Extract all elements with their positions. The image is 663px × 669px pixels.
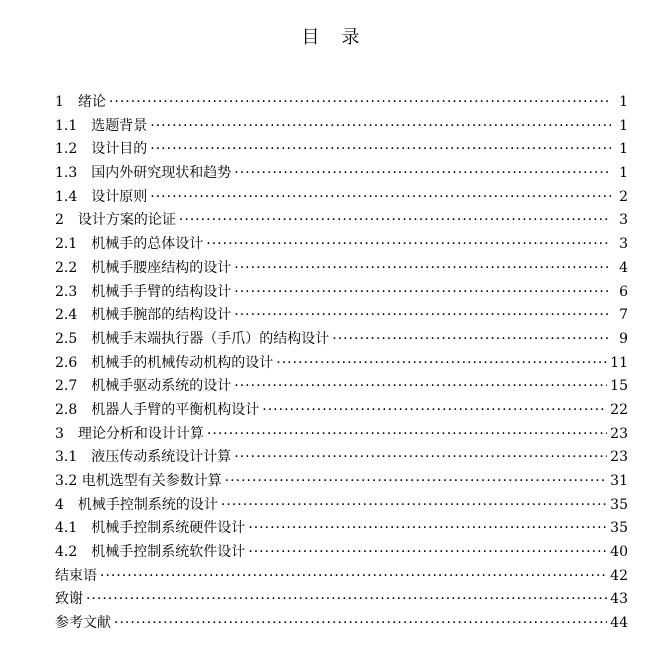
toc-entry-label: 1.1 选题背景	[55, 117, 148, 134]
dot-leader	[248, 517, 607, 541]
toc-entry[interactable]	[55, 517, 628, 541]
dot-leader	[262, 399, 607, 423]
toc-entry-page: 1	[619, 141, 628, 158]
toc-entry-page: 31	[610, 473, 628, 489]
toc-entry-page: 43	[610, 591, 628, 608]
toc-entry-page: 3	[619, 236, 628, 253]
toc-entry-page: 44	[610, 615, 628, 632]
dot-leader	[150, 115, 611, 139]
dot-leader	[234, 257, 611, 281]
toc-entry[interactable]	[55, 446, 628, 470]
dot-leader	[206, 233, 611, 257]
toc-entry[interactable]	[55, 233, 628, 257]
toc-entry[interactable]	[55, 399, 628, 423]
toc-entry-label: 参考文献	[55, 615, 111, 632]
toc-entry-page: 3	[619, 212, 628, 229]
toc-entry-label: 4.1 机械手控制系统硬件设计	[55, 520, 246, 537]
toc-entry-label: 1 绪论	[55, 94, 106, 110]
dot-leader	[234, 304, 611, 328]
dot-leader	[179, 209, 611, 233]
dot-leader	[150, 186, 611, 210]
toc-entry-page: 40	[610, 544, 628, 561]
toc-entry-label: 1.2 设计目的	[55, 141, 148, 158]
toc-entry[interactable]	[55, 375, 628, 399]
toc-entry[interactable]	[55, 281, 628, 305]
toc-entry[interactable]	[55, 612, 628, 636]
toc-entry-page: 7	[619, 307, 628, 324]
toc-entry[interactable]	[55, 328, 628, 352]
toc-entry-label: 2.6 机械手的机械传动机构的设计	[55, 354, 274, 371]
dot-leader	[234, 281, 611, 305]
toc-entry-page: 35	[610, 496, 628, 513]
dot-leader	[221, 494, 607, 518]
toc-entry-page: 11	[610, 354, 628, 371]
toc-entry-label: 2.2 机械手腰座结构的设计	[55, 259, 232, 276]
dot-leader	[114, 612, 607, 636]
dot-leader	[109, 91, 611, 115]
toc-entry[interactable]	[55, 588, 628, 612]
toc-entry-label: 2.8 机器人手臂的平衡机构设计	[55, 401, 260, 418]
toc-entry-label: 结束语	[55, 567, 97, 584]
page-title: 目 录	[301, 27, 362, 48]
toc-entry-page: 1	[619, 117, 628, 134]
toc-entry[interactable]	[55, 541, 628, 565]
toc-entry[interactable]	[55, 565, 628, 589]
toc-entry-page: 42	[610, 567, 628, 584]
dot-leader	[234, 375, 607, 399]
toc-entry-page: 23	[610, 425, 628, 442]
toc-entry-page: 2	[619, 188, 628, 205]
toc-entry[interactable]	[55, 209, 628, 233]
toc-entry-label: 2 设计方案的论证	[55, 212, 176, 229]
toc-entry-page: 4	[619, 259, 628, 276]
toc-entry[interactable]	[55, 91, 628, 115]
toc-entry-label: 2.5 机械手末端执行器（手爪）的结构设计	[55, 330, 330, 347]
toc-entry-label: 1.4 设计原则	[55, 188, 148, 205]
toc-entry-page: 22	[610, 401, 628, 418]
dot-leader	[86, 588, 607, 612]
toc-entry-label: 2.7 机械手驱动系统的设计	[55, 378, 232, 395]
toc-entry[interactable]	[55, 352, 628, 376]
toc-entry-page: 1	[619, 94, 628, 110]
toc-entry-label: 3.2 电机选型有关参数计算	[55, 473, 222, 489]
dot-leader	[248, 541, 607, 565]
toc-entry-label: 2.1 机械手的总体设计	[55, 236, 204, 253]
toc-entry-label: 4.2 机械手控制系统软件设计	[55, 544, 246, 561]
toc-entry[interactable]	[55, 115, 628, 139]
dot-leader	[276, 352, 607, 376]
toc-entry-label: 3.1 液压传动系统设计计算	[55, 449, 232, 466]
dot-leader	[234, 446, 607, 470]
toc-entry-page: 1	[619, 165, 628, 182]
toc-entry-label: 3 理论分析和设计计算	[55, 425, 204, 442]
dot-leader	[100, 565, 607, 589]
toc-entry[interactable]	[55, 304, 628, 328]
dot-leader	[225, 470, 607, 494]
dot-leader	[332, 328, 611, 352]
toc-entry[interactable]	[55, 138, 628, 162]
toc-entry-page: 35	[610, 520, 628, 537]
table-of-contents	[55, 91, 628, 636]
toc-entry-label: 致谢	[55, 591, 83, 608]
toc-entry-page: 15	[610, 378, 628, 395]
dot-leader	[207, 423, 607, 447]
toc-entry-label: 1.3 国内外研究现状和趋势	[55, 165, 232, 182]
toc-entry-page: 6	[619, 283, 628, 300]
toc-entry[interactable]	[55, 186, 628, 210]
toc-entry-page: 23	[610, 449, 628, 466]
toc-entry[interactable]	[55, 423, 628, 447]
dot-leader	[234, 162, 611, 186]
toc-entry-label: 2.3 机械手手臂的结构设计	[55, 283, 232, 300]
toc-entry-label: 4 机械手控制系统的设计	[55, 496, 218, 513]
toc-entry[interactable]	[55, 470, 628, 494]
toc-entry[interactable]	[55, 257, 628, 281]
dot-leader	[150, 138, 611, 162]
toc-entry-label: 2.4 机械手腕部的结构设计	[55, 307, 232, 324]
toc-entry[interactable]	[55, 494, 628, 518]
toc-entry-page: 9	[619, 330, 628, 347]
toc-entry[interactable]	[55, 162, 628, 186]
